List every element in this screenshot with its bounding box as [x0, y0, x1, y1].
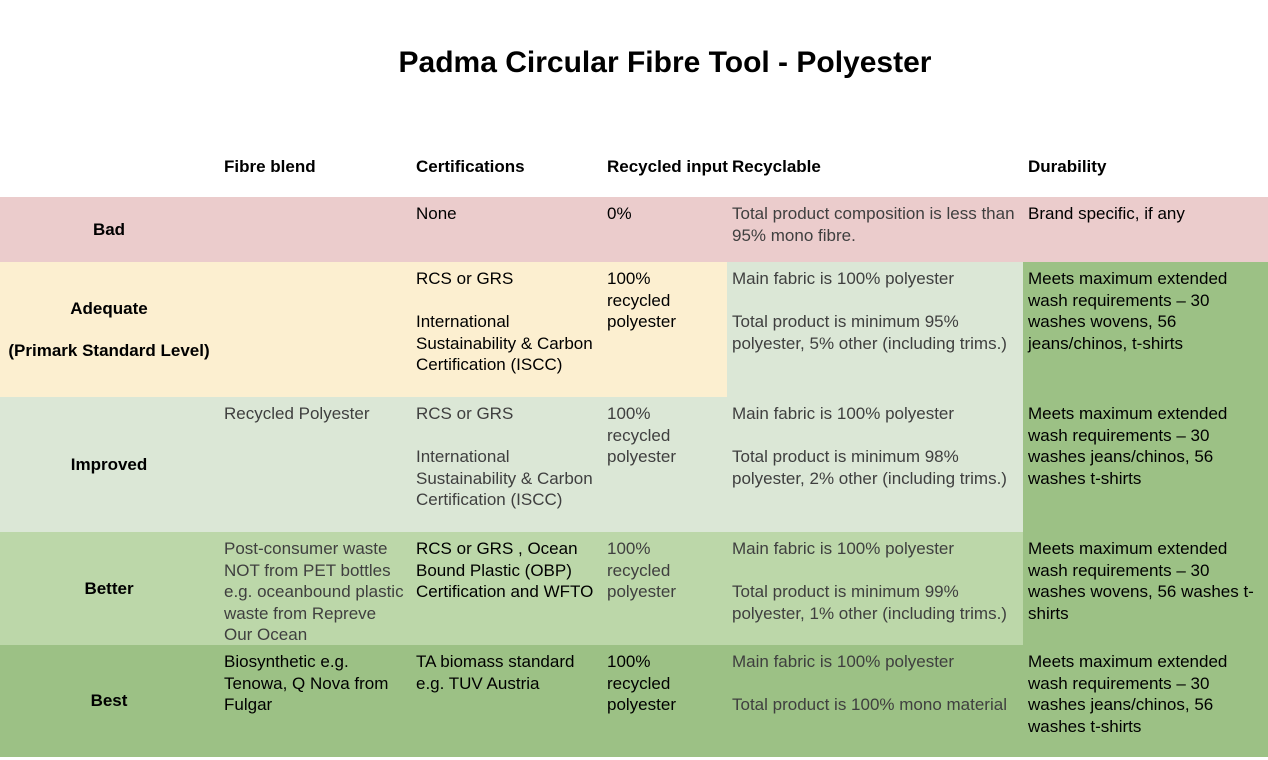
cell-best-durability: Meets maximum extended wash requirements – 30 washes jeans/chinos, 56 washes t-shirts — [1028, 652, 1228, 736]
cell-best-fibre-blend: Biosynthetic e.g. Tenowa, Q Nova from Fulgar — [224, 652, 389, 714]
row-label-text: Better — [84, 578, 134, 598]
cell-better-recyclable: Main fabric is 100% polyester Total product is minimum 99% polyester, 1% other (including trims.) — [732, 539, 1007, 623]
row-label-text: Improved — [70, 454, 148, 474]
header-recyclable: Recyclable — [732, 157, 821, 176]
row-label-better — [0, 532, 218, 645]
row-label-improved — [0, 397, 218, 532]
cell-better-durability: Meets maximum extended wash requirements – 30 washes wovens, 56 washes t-shirts — [1028, 539, 1254, 623]
cell-improved-fibre-blend: Recycled Polyester — [224, 404, 370, 423]
cell-better-certifications: RCS or GRS , Ocean Bound Plastic (OBP) Certification and WFTO — [416, 539, 594, 601]
row-label-text: Adequate — [70, 298, 148, 318]
cell-bad-durability: Brand specific, if any — [1028, 204, 1185, 223]
cell-best-recycled-input: 100% recycled polyester — [607, 652, 676, 714]
header-recycled-input: Recycled input — [607, 157, 728, 176]
cell-adequate-recyclable: Main fabric is 100% polyester Total product is minimum 95% polyester, 5% other (including trims.) — [732, 269, 1007, 353]
cell-bad-certifications: None — [416, 204, 457, 223]
cell-improved-durability: Meets maximum extended wash requirements – 30 washes jeans/chinos, 56 washes t-shirts — [1028, 404, 1228, 488]
cell-adequate-certifications: RCS or GRS International Sustainability & Carbon Certification (ISCC) — [416, 269, 593, 374]
row-sublabel-text: (Primark Standard Level) — [8, 341, 210, 360]
header-certifications: Certifications — [416, 157, 525, 176]
cell-bad-recyclable: Total product composition is less than 95% mono fibre. — [732, 204, 1015, 245]
cell-bad-recycled-input: 0% — [607, 204, 632, 223]
cell-best-recyclable: Main fabric is 100% polyester Total product is 100% mono material — [732, 652, 1007, 714]
header-fibre-blend: Fibre blend — [224, 157, 316, 176]
row-label-text: Bad — [92, 219, 126, 239]
cell-better-recycled-input: 100% recycled polyester — [607, 539, 676, 601]
header-durability: Durability — [1028, 157, 1107, 176]
cell-best-certifications: TA biomass standard e.g. TUV Austria — [416, 652, 575, 693]
row-label-text: Best — [90, 691, 128, 711]
row-label-best — [0, 645, 218, 757]
cell-better-fibre-blend: Post-consumer waste NOT from PET bottles e.g. oceanbound plastic waste from Repreve Our Ocean — [224, 539, 404, 644]
cell-improved-certifications: RCS or GRS International Sustainability & Carbon Certification (ISCC) — [416, 404, 593, 509]
row-label-bad — [0, 197, 218, 262]
page-title: Padma Circular Fibre Tool - Polyester — [398, 46, 932, 79]
cell-adequate-recycled-input: 100% recycled polyester — [607, 269, 676, 331]
cell-adequate-durability: Meets maximum extended wash requirements – 30 washes wovens, 56 jeans/chinos, t-shirts — [1028, 269, 1228, 353]
cell-improved-recyclable: Main fabric is 100% polyester Total product is minimum 98% polyester, 2% other (including trims.) — [732, 404, 1007, 488]
row-label-adequate — [0, 262, 218, 397]
cell-improved-recycled-input: 100% recycled polyester — [607, 404, 676, 466]
